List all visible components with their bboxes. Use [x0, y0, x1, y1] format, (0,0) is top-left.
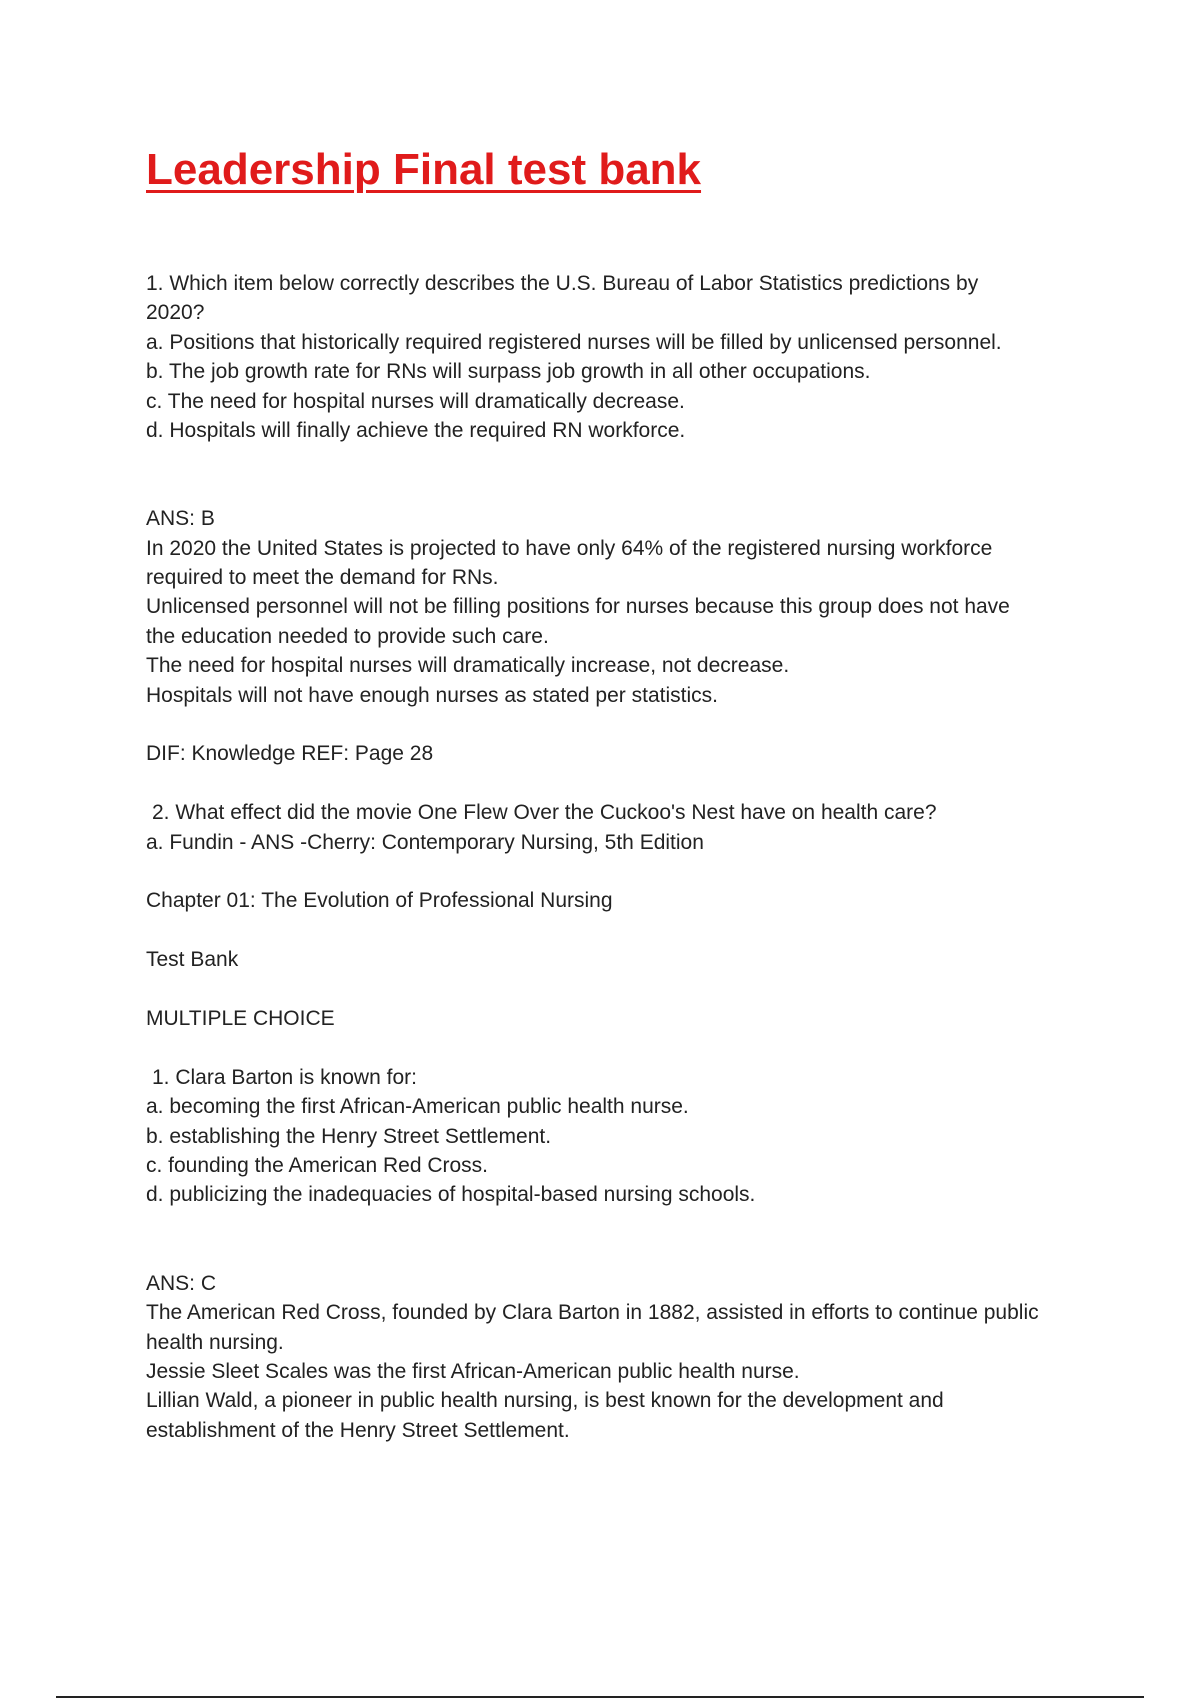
- question-1-option-c: c. The need for hospital nurses will dramatically decrease.: [146, 389, 685, 413]
- question-3-rationale-line: The American Red Cross, founded by Clara Barton in 1882, assisted in efforts to continue public: [146, 1301, 1039, 1325]
- question-2-stem: 2. What effect did the movie One Flew Over the Cuckoo's Nest have on health care?: [152, 801, 937, 825]
- question-3-option-b: b. establishing the Henry Street Settlement.: [146, 1124, 552, 1148]
- document-title: Leadership Final test bank: [146, 145, 702, 194]
- section-heading: MULTIPLE CHOICE: [146, 1007, 335, 1031]
- question-3-rationale-line: health nursing.: [146, 1330, 284, 1354]
- question-3-rationale-line: Lillian Wald, a pioneer in public health nursing, is best known for the development and: [146, 1389, 944, 1413]
- chapter-title: Chapter 01: The Evolution of Professional Nursing: [146, 889, 613, 913]
- question-3-option-c: c. founding the American Red Cross.: [146, 1154, 489, 1178]
- question-1-stem-line-1: 1. Which item below correctly describes the U.S. Bureau of Labor Statistics predictions by: [146, 272, 979, 295]
- question-1-rationale-line: Hospitals will not have enough nurses as stated per statistics.: [146, 683, 718, 707]
- document-body: [146, 269, 1106, 1445]
- chapter-subtitle: Test Bank: [146, 948, 239, 972]
- question-3-rationale-line: establishment of the Henry Street Settlement.: [146, 1418, 570, 1442]
- question-1-rationale-line: required to meet the demand for RNs.: [146, 566, 499, 590]
- question-2-option-a: a. Fundin - ANS -Cherry: Contemporary Nursing, 5th Edition: [146, 830, 704, 854]
- question-1-rationale-line: The need for hospital nurses will dramatically increase, not decrease.: [146, 654, 790, 678]
- question-1-rationale-line: the education needed to provide such care.: [146, 624, 549, 648]
- question-3-stem: 1. Clara Barton is known for:: [152, 1065, 417, 1089]
- question-1-rationale-line: Unlicensed personnel will not be filling positions for nurses because this group does not have: [146, 595, 1010, 619]
- question-1-option-b: b. The job growth rate for RNs will surpass job growth in all other occupations.: [146, 360, 871, 384]
- question-1-answer: ANS: B: [146, 507, 215, 531]
- question-1-option-d: d. Hospitals will finally achieve the required RN workforce.: [146, 419, 686, 443]
- question-3-option-a: a. becoming the first African-American public health nurse.: [146, 1095, 689, 1119]
- question-1-rationale-line: In 2020 the United States is projected to have only 64% of the registered nursing workforce: [146, 536, 993, 560]
- question-1-option-a: a. Positions that historically required registered nurses will be filled by unlicensed personnel.: [146, 330, 1002, 354]
- question-3-answer: ANS: C: [146, 1271, 217, 1295]
- question-3-rationale-line: Jessie Sleet Scales was the first African-American public health nurse.: [146, 1359, 800, 1383]
- question-3-option-d: d. publicizing the inadequacies of hospital-based nursing schools.: [146, 1183, 756, 1207]
- question-1-stem-line-2: 2020?: [146, 301, 205, 325]
- question-1-meta: DIF: Knowledge REF: Page 28: [146, 742, 434, 766]
- footer-divider: [56, 1696, 1144, 1698]
